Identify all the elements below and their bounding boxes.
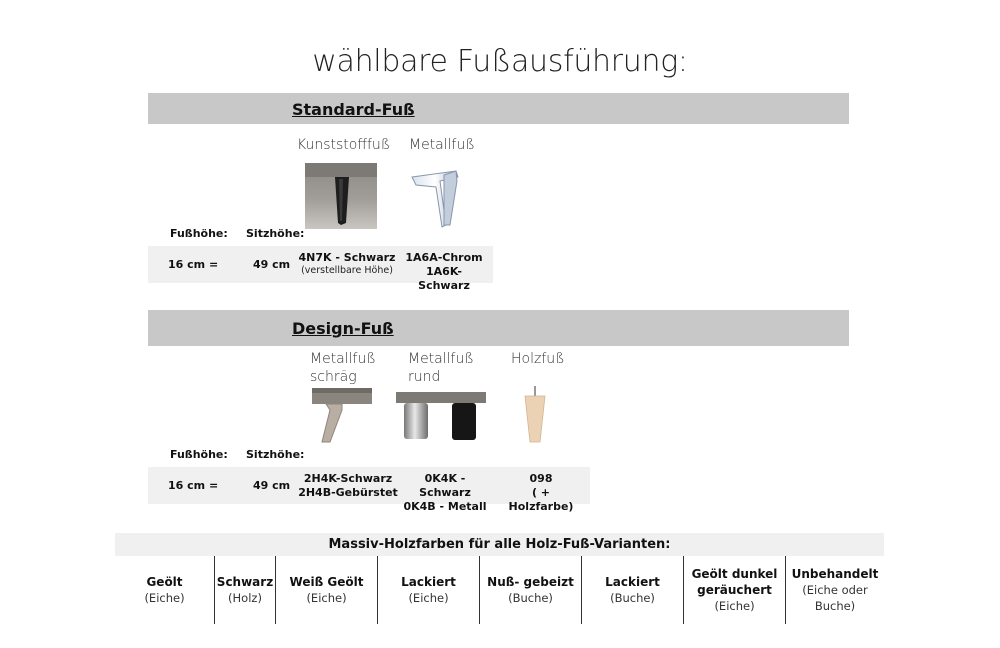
variant-holz-line1: Holzfuß	[511, 351, 565, 367]
round-metal-foot-image	[396, 392, 486, 442]
design-col-sitzhoehe: Sitzhöhe:	[246, 448, 305, 461]
rund-code-2: 0K4B - Metall	[403, 500, 487, 513]
wood-color-type: (Eiche)	[306, 591, 347, 605]
standard-kunststoff-code	[296, 251, 398, 276]
wood-color-type: (Buche)	[610, 591, 655, 605]
page-title: wählbare Fußausführung:	[312, 44, 688, 79]
rund-code-1: 0K4K - Schwarz	[419, 472, 471, 499]
wood-color-name: Weiß Geölt	[289, 575, 364, 589]
metal-foot-image	[410, 167, 460, 229]
wood-color-type: (Eiche)	[714, 599, 755, 613]
design-schraeg-codes	[296, 472, 400, 500]
variant-rund-line2: rund	[408, 369, 441, 385]
holz-code-2: ( + Holzfarbe)	[508, 486, 574, 513]
variant-kunststofffuss: Kunststofffuß	[297, 137, 391, 153]
wood-color-item	[785, 556, 884, 624]
wood-color-name: Geölt dunkel geräuchert	[691, 567, 778, 597]
wood-colors-table	[115, 556, 884, 624]
variant-holzfuss	[511, 350, 565, 368]
design-col-fusshoehe: Fußhöhe:	[170, 448, 228, 461]
design-rund-codes	[403, 472, 487, 514]
standard-section-label: Standard-Fuß	[292, 100, 415, 119]
variant-rund-line1: Metallfuß	[408, 351, 474, 367]
design-sitzhoehe-value: 49 cm	[253, 479, 291, 492]
design-data-row	[148, 467, 590, 513]
wood-color-name: Unbehandelt	[791, 567, 879, 581]
standard-metall-code	[401, 251, 487, 293]
wood-color-name: Nuß- gebeizt	[487, 575, 574, 589]
wood-color-type: (Eiche oder Buche)	[802, 583, 868, 613]
wood-color-name: Schwarz	[216, 575, 274, 589]
wood-color-name: Geölt	[146, 575, 183, 589]
schraeg-code-1: 2H4K-Schwarz	[303, 472, 393, 485]
wood-color-type: (Eiche)	[144, 591, 185, 605]
wood-color-type: (Eiche)	[408, 591, 449, 605]
wood-color-item	[479, 556, 581, 624]
wood-color-item	[275, 556, 377, 624]
angled-metal-foot-image	[312, 388, 372, 444]
variant-metallfuss-rund	[408, 350, 474, 386]
standard-sitzhoehe-value: 49 cm	[253, 258, 291, 271]
wood-color-item	[214, 556, 275, 624]
wood-color-type: (Buche)	[508, 591, 553, 605]
plastic-foot-image	[305, 163, 377, 229]
wood-color-name: Lackiert	[605, 575, 660, 589]
design-section-bar	[148, 310, 849, 346]
standard-col-fusshoehe: Fußhöhe:	[170, 227, 228, 240]
wood-color-item	[377, 556, 479, 624]
wood-foot-image	[522, 386, 548, 444]
design-holz-codes	[498, 472, 584, 514]
wood-color-item	[683, 556, 785, 624]
metall-code-2: 1A6K-Schwarz	[418, 265, 470, 292]
variant-schraeg-line1: Metallfuß	[310, 351, 376, 367]
metall-code-1: 1A6A-Chrom	[405, 251, 483, 264]
holz-code-1: 098	[529, 472, 553, 485]
standard-data-row	[148, 246, 493, 292]
standard-col-sitzhoehe: Sitzhöhe:	[246, 227, 305, 240]
wood-colors-header: Massiv-Holzfarben für alle Holz-Fuß-Varianten:	[115, 533, 884, 556]
kunststoff-code-text: 4N7K - Schwarz	[298, 251, 396, 264]
variant-metallfuss: Metallfuß	[409, 137, 475, 153]
kunststoff-note-text: (verstellbare Höhe)	[301, 265, 393, 276]
variant-schraeg-line2: schräg	[310, 369, 357, 385]
wood-color-item	[581, 556, 683, 624]
wood-color-type: (Holz)	[228, 591, 262, 605]
wood-color-item	[115, 556, 214, 624]
schraeg-code-2: 2H4B-Gebürstet	[298, 486, 398, 499]
design-section-label: Design-Fuß	[292, 319, 394, 338]
standard-section-bar	[148, 93, 849, 124]
variant-metallfuss-schraeg	[310, 350, 376, 386]
design-fusshoehe-value: 16 cm =	[168, 479, 219, 492]
wood-color-name: Lackiert	[401, 575, 456, 589]
standard-fusshoehe-value: 16 cm =	[168, 258, 219, 271]
